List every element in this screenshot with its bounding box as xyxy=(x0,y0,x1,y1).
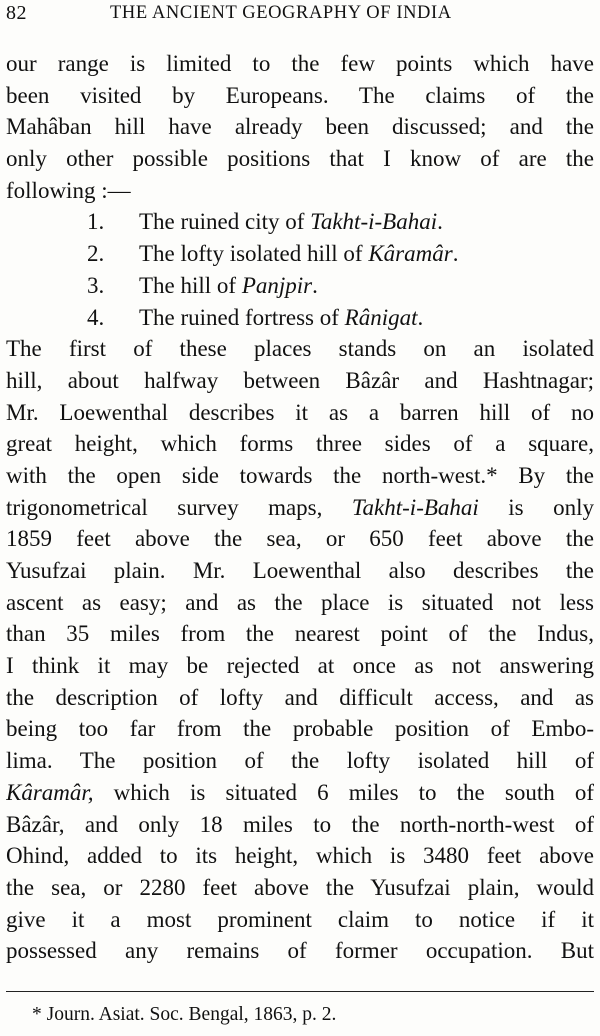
footnote-divider xyxy=(6,991,594,992)
text-line: with the open side towards the north-west.* By the xyxy=(6,462,594,488)
text-line: only other possible positions that I know of are the xyxy=(6,146,594,172)
page-number: 82 xyxy=(6,2,27,24)
text-line: Bâzâr, and only 18 miles to the north-north-west of xyxy=(6,811,594,837)
place-name: Rânigat xyxy=(344,304,418,330)
footnote: * Journ. Asiat. Soc. Bengal, 1863, p. 2. xyxy=(32,1004,337,1025)
place-name: Takht-i-Bahai xyxy=(351,494,479,520)
list-item-punct: . xyxy=(312,272,318,298)
text-run: trigonometrical survey maps, xyxy=(6,494,352,520)
text-line: possessed any remains of former occupation. But xyxy=(6,938,594,964)
list-item xyxy=(6,238,594,270)
text-line: being too far from the probable position of Embo- xyxy=(6,716,594,742)
text-line xyxy=(6,492,594,524)
text-line: hill, about halfway between Bâzâr and Hashtnagar; xyxy=(6,367,594,393)
list-item-punct: . xyxy=(417,304,424,330)
text-line: our range is limited to the few points which have xyxy=(6,51,594,76)
place-name: Kâramâr xyxy=(368,241,453,267)
list-item xyxy=(6,206,594,238)
list-item-number: 1. xyxy=(87,209,105,235)
text-line: Mahâban hill have already been discussed; and the xyxy=(6,114,594,140)
text-line: I think it may be rejected at once as not answering xyxy=(6,653,594,679)
text-line: the sea, or 2280 feet above the Yusufzai plain, would xyxy=(6,874,594,900)
list-item-punct: . xyxy=(437,209,443,235)
list-item-punct: . xyxy=(452,241,459,267)
text-line: Yusufzai plain. Mr. Loewenthal also describes the xyxy=(6,558,594,583)
text-run: is only xyxy=(478,494,594,520)
place-name: Panjpir xyxy=(241,272,313,298)
running-title: THE ANCIENT GEOGRAPHY OF INDIA xyxy=(110,3,452,23)
place-name: Takht-i-Bahai xyxy=(310,209,438,235)
text-line: been visited by Europeans. The claims of the xyxy=(6,82,594,108)
list-item xyxy=(6,302,594,334)
text-line: give it a most prominent claim to notice if it xyxy=(6,906,594,932)
text-line: The first of these places stands on an isolated xyxy=(6,336,594,362)
text-line: ascent as easy; and as the place is situated not less xyxy=(6,589,594,615)
list-item-text: The ruined city of xyxy=(139,209,311,235)
text-line: Ohind, added to its height, which is 3480 feet above xyxy=(6,843,594,869)
text-line: 1859 feet above the sea, or 650 feet above the xyxy=(6,526,594,552)
list-item-number: 2. xyxy=(87,241,105,267)
body-text xyxy=(6,48,594,967)
list-item-number: 3. xyxy=(87,272,105,298)
text-line: than 35 miles from the nearest point of the Indus, xyxy=(6,621,594,647)
list-item-text: The ruined fortress of xyxy=(139,304,345,330)
text-line: the description of lofty and difficult access, and as xyxy=(6,684,594,710)
text-line: lima. The position of the lofty isolated hill of xyxy=(6,748,594,774)
text-line: Mr. Loewenthal describes it as a barren hill of no xyxy=(6,399,594,425)
text-run: which is situated 6 miles to the south of xyxy=(93,779,594,805)
list-item-text: The lofty isolated hill of xyxy=(139,241,369,267)
list-item-number: 4. xyxy=(87,304,105,330)
text-line: following :— xyxy=(6,177,131,203)
list-item xyxy=(6,270,594,302)
list-item-text: The hill of xyxy=(139,272,242,298)
running-head xyxy=(6,2,588,32)
text-line xyxy=(6,777,594,809)
text-line: great height, which forms three sides of a square, xyxy=(6,431,594,457)
place-name: Kâramâr, xyxy=(6,779,94,805)
